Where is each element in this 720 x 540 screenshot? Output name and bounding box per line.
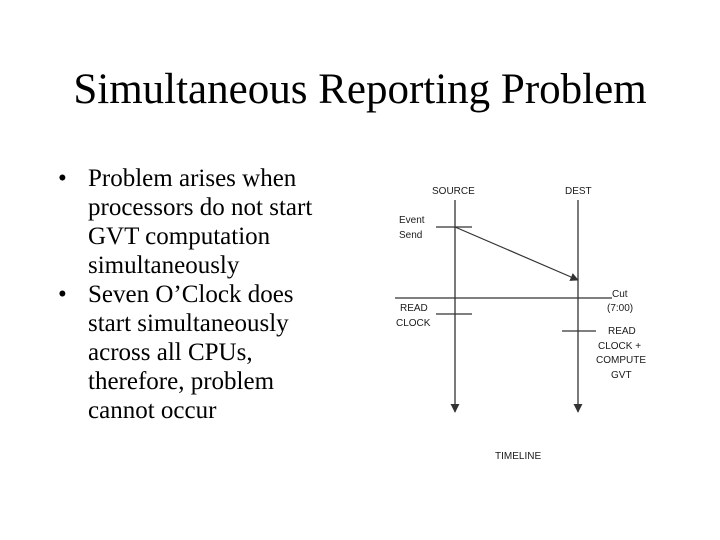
- event-send-label: Send: [399, 230, 423, 241]
- event-send-label: Event: [399, 215, 425, 226]
- source-label: SOURCE: [432, 186, 475, 197]
- read-compute-label: COMPUTE: [596, 355, 646, 366]
- bullet-line: Problem arises when: [88, 165, 297, 192]
- bullet-line: across all CPUs,: [88, 339, 253, 366]
- bullet-marker: •: [58, 281, 67, 308]
- bullet-line: processors do not start: [88, 194, 313, 221]
- timeline-label: TIMELINE: [495, 451, 542, 462]
- read-compute-label: CLOCK +: [598, 341, 642, 352]
- read-clock-label: CLOCK: [396, 318, 431, 329]
- bullet-line: Seven O’Clock does: [88, 281, 294, 308]
- read-compute-label: READ: [608, 326, 636, 337]
- message-arrow: [455, 227, 578, 280]
- read-clock-label: READ: [400, 303, 428, 314]
- bullet-marker: •: [58, 165, 67, 192]
- slide-title: Simultaneous Reporting Problem: [73, 66, 647, 113]
- bullet-line: GVT computation: [88, 223, 271, 250]
- cut-label: Cut: [612, 289, 628, 300]
- bullet-line: start simultaneously: [88, 310, 289, 337]
- bullet-line: therefore, problem: [88, 368, 275, 395]
- dest-label: DEST: [565, 186, 592, 197]
- bullet-line: cannot occur: [88, 397, 217, 424]
- bullet-line: simultaneously: [88, 252, 240, 279]
- read-compute-label: GVT: [611, 370, 632, 381]
- cut-label: (7:00): [607, 303, 634, 314]
